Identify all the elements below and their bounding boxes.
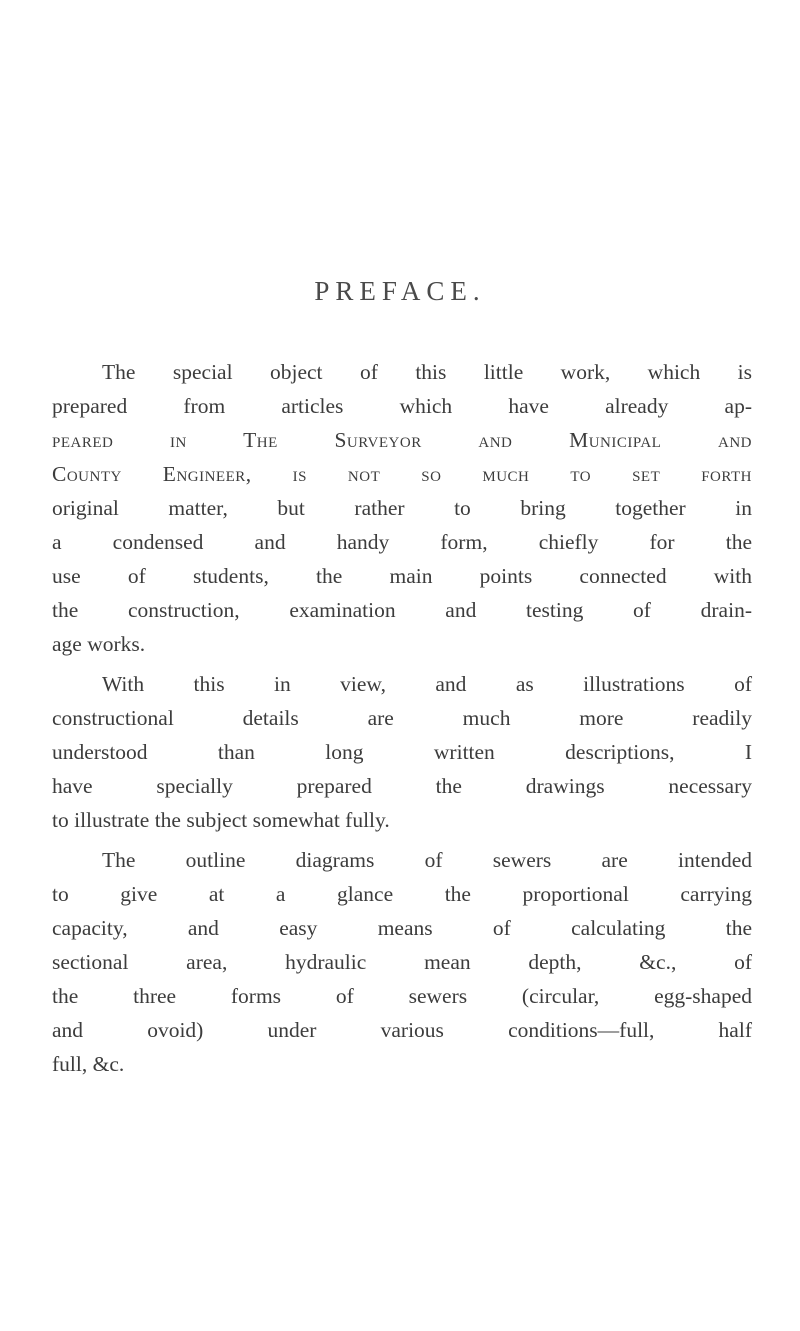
text-line: to illustrate the subject somewhat fully. — [52, 808, 390, 832]
text-line: use of students, the main points connected with — [52, 564, 752, 588]
text-line: prepared from articles which have already ap- — [52, 394, 752, 418]
paragraph-2 — [52, 667, 752, 837]
text-line: The special object of this little work, which is — [102, 360, 752, 384]
paragraph-1 — [52, 355, 752, 661]
text-line: The outline diagrams of sewers are intended — [102, 848, 752, 872]
text-line: sectional area, hydraulic mean depth, &c., of — [52, 950, 752, 974]
text-line: full, &c. — [52, 1052, 125, 1076]
text-line: understood than long written descriptions, I — [52, 740, 752, 764]
text-line: the construction, examination and testing of drain- — [52, 598, 752, 622]
text-line: peared in The Surveyor and Municipal and — [52, 428, 752, 452]
text-line: the three forms of sewers (circular, egg-shaped — [52, 984, 752, 1008]
page-title: PREFACE. — [314, 276, 486, 306]
paragraph-3 — [52, 843, 752, 1081]
text-line: County Engineer, is not so much to set forth — [52, 462, 752, 486]
text-line: capacity, and easy means of calculating the — [52, 916, 752, 940]
text-line: to give at a glance the proportional carrying — [52, 882, 752, 906]
text-line: constructional details are much more readily — [52, 706, 752, 730]
text-line: original matter, but rather to bring together in — [52, 496, 752, 520]
text-line: have specially prepared the drawings necessary — [52, 774, 752, 798]
text-line: With this in view, and as illustrations of — [102, 672, 752, 696]
text-line: age works. — [52, 632, 146, 656]
preface-body — [52, 355, 752, 1087]
text-line: a condensed and handy form, chiefly for the — [52, 530, 752, 554]
text-line: and ovoid) under various conditions—full, half — [52, 1018, 752, 1042]
